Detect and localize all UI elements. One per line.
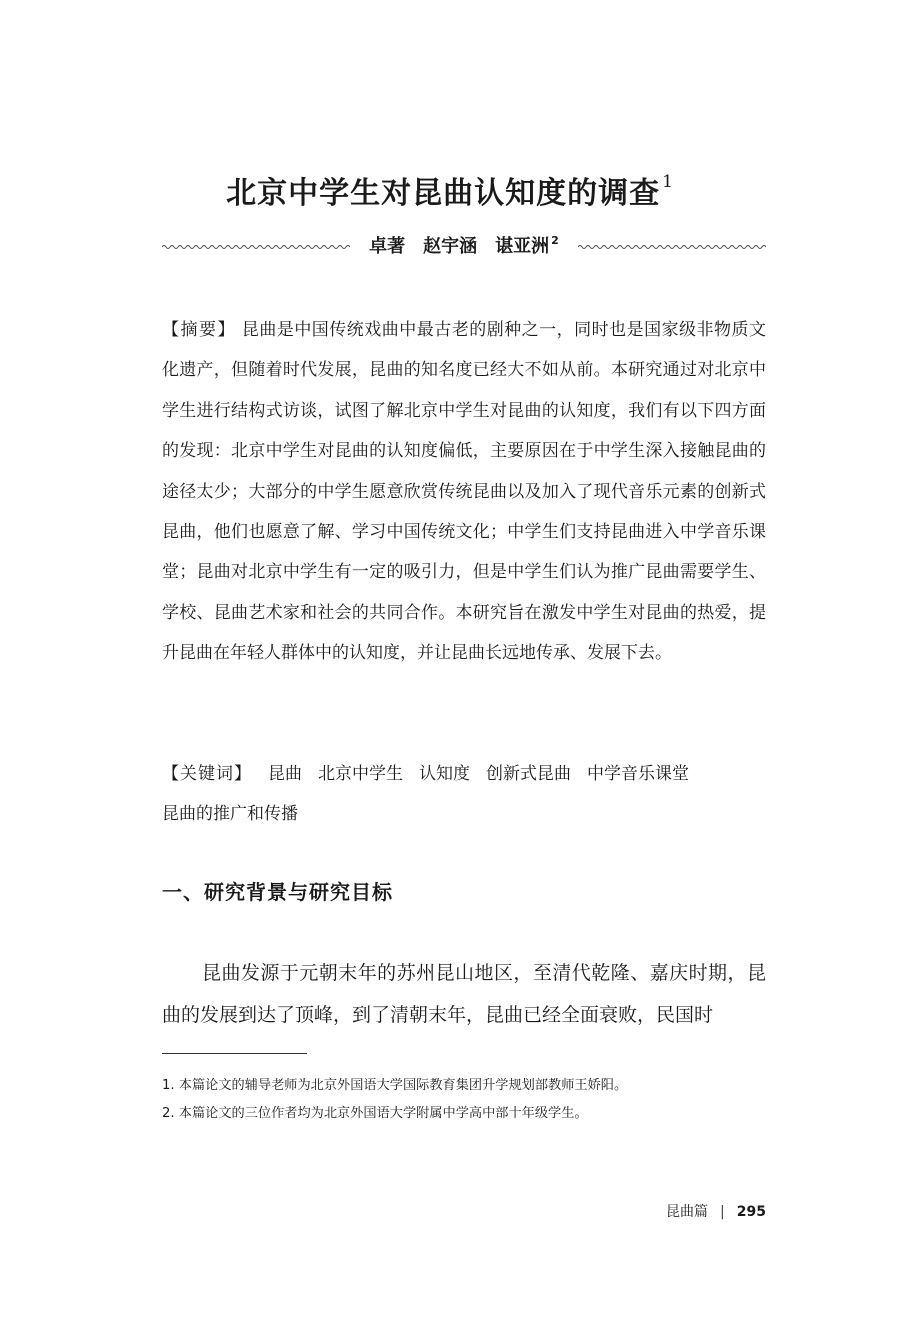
author-name: 谌亚洲 [495,236,550,257]
author-line [162,232,766,262]
page-footer [666,1201,766,1221]
keyword: 北京中学生 [318,764,403,784]
footnotes [162,1072,782,1128]
section-heading: 一、研究背景与研究目标 [162,880,393,904]
footnote-divider [162,1053,307,1054]
running-section-title: 昆曲篇 [666,1204,709,1220]
body-text [162,952,766,1036]
footer-separator: | [720,1204,725,1220]
footnote: 1. 本篇论文的辅导老师为北京外国语大学国际教育集团升学规划部教师王娇阳。 [162,1078,628,1093]
keyword: 昆曲 [268,764,302,784]
keywords [162,754,766,834]
abstract-label: 【摘要】 [162,320,236,340]
keywords-label: 【关键词】 [162,764,252,784]
wavy-rule-right [578,242,766,252]
footnote: 2. 本篇论文的三位作者均为北京外国语大学附属中学高中部十年级学生。 [162,1106,588,1121]
abstract-paragraph [162,310,766,674]
paper-title [0,168,900,212]
keyword: 中学音乐课堂 [587,764,689,784]
page-number: 295 [736,1204,766,1220]
title-footnote-marker: 1 [662,172,674,193]
keyword: 昆曲的推广和传播 [162,804,298,824]
author-list [350,232,578,258]
wavy-rule-left [162,242,350,252]
abstract-text: 昆曲是中国传统戏曲中最古老的剧种之一，同时也是国家级非物质文化遗产，但随着时代发展，昆曲的知名度已经大不如从前。本研究通过对北京中学生进行结构式访谈，试图了解北京中学生对昆曲的认知度，我们有以下四方面的发现：北京中学生对昆曲的认知度偏低，主要原因在于中学生深入接触昆曲的途径太少；大部分的中学生愿意欣赏传统昆曲以及加入了现代音乐元素的创新式昆曲，他们也愿意了解、学习中国传统文化；中学生们支持昆曲进入中学音乐课堂；昆曲对北京中学生有一定的吸引力，但是中学生们认为推广昆曲需要学生、学校、昆曲艺术家和社会的共同合作。本研究旨在激发中学生对昆曲的热爱，提升昆曲在年轻人群体中的认知度，并让昆曲长远地传承、发展下去。 [162,320,767,664]
author-name: 卓著 [369,236,406,257]
keyword: 认知度 [419,764,470,784]
abstract [162,310,766,674]
body-paragraph: 昆曲发源于元朝末年的苏州昆山地区，至清代乾隆、嘉庆时期，昆曲的发展到达了顶峰，到了清朝末年，昆曲已经全面衰败，民国时 [162,962,766,1026]
author-name: 赵宇涵 [423,236,478,257]
title-text: 北京中学生对昆曲认知度的调查 [226,176,661,212]
author-footnote-marker: 2 [551,234,559,247]
keyword: 创新式昆曲 [486,764,571,784]
